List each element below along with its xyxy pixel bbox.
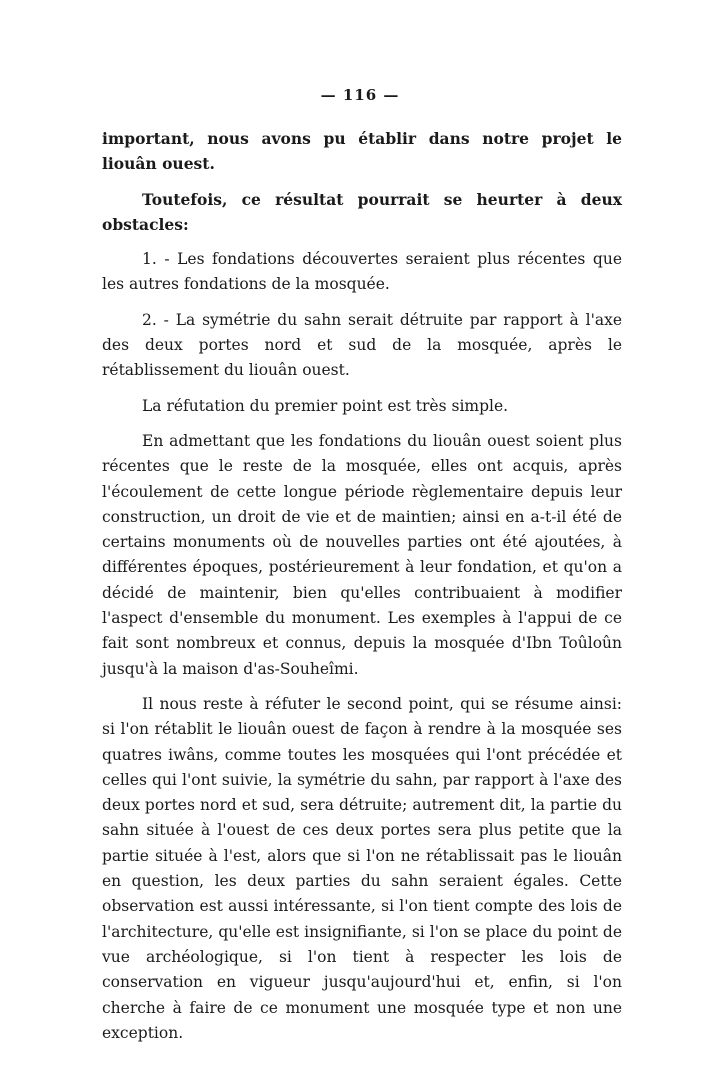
paragraph-obstacle-2: 2. - La symétrie du sahn serait détruite par rapport à l'axe des deux portes nord et sud de la mosquée, après le rétablissement du liouân ouest.: [102, 310, 622, 380]
body-text: [102, 126, 622, 1046]
paragraph-refutation-intro: La réfutation du premier point est très simple.: [142, 396, 509, 415]
paragraph-first-point: En admettant que les fondations du liouân ouest soient plus récentes que le reste de la mosquée, elles ont acquis, après l'écoulement de cette longue période règlementaire depuis leur construction, un droit de vie et de maintien; ainsi en a-t-il été de certains monuments où de nouvelles parties ont été ajoutées, à différentes époques, postérieurement à leur fondation, et qu'on a décidé de maintenir, bien qu'elles contribuaient à modifier l'aspect d'ensemble du monument. Les exemples à l'appui de ce fait sont nombreux et connus, depuis la mosquée d'Ibn Toûloûn jusqu'à la maison d'as-Souheîmi.: [102, 431, 622, 678]
paragraph-continuation: important, nous avons pu établir dans notre projet le liouân ouest.: [102, 129, 622, 174]
paragraph-obstacle-1: 1. - Les fondations découvertes seraient plus récentes que les autres fondations de la mosquée.: [102, 250, 622, 294]
page-number: — 116 —: [320, 86, 400, 104]
paragraph-obstacles-intro: Toutefois, ce résultat pourrait se heurter à deux obstacles:: [102, 189, 622, 234]
paragraph-second-point: Il nous reste à réfuter le second point, qui se résume ainsi: si l'on rétablit le liouân ouest de façon à rendre à la mosquée ses quatres iwâns, comme toutes les mosquées qui l'ont précédée et celles qui l'ont suivie, la symétrie du sahn, par rapport à l'axe des deux portes nord et sud, sera détruite; autrement dit, la partie du sahn située à l'ouest de ces deux portes sera plus petite que la partie située à l'est, alors que si l'on ne rétablissait pas le liouân en question, les deux parties du sahn seraient égales. Cette observation est aussi intéressante, si l'on tient compte des lois de l'architecture, qu'elle est insignifiante, si l'on se place du point de vue archéologique, si l'on tient à respecter les lois de conservation en vigueur jusqu'aujourd'hui et, enfin, si l'on cherche à faire de ce monument une mosquée type et non une exception.: [102, 694, 622, 1042]
